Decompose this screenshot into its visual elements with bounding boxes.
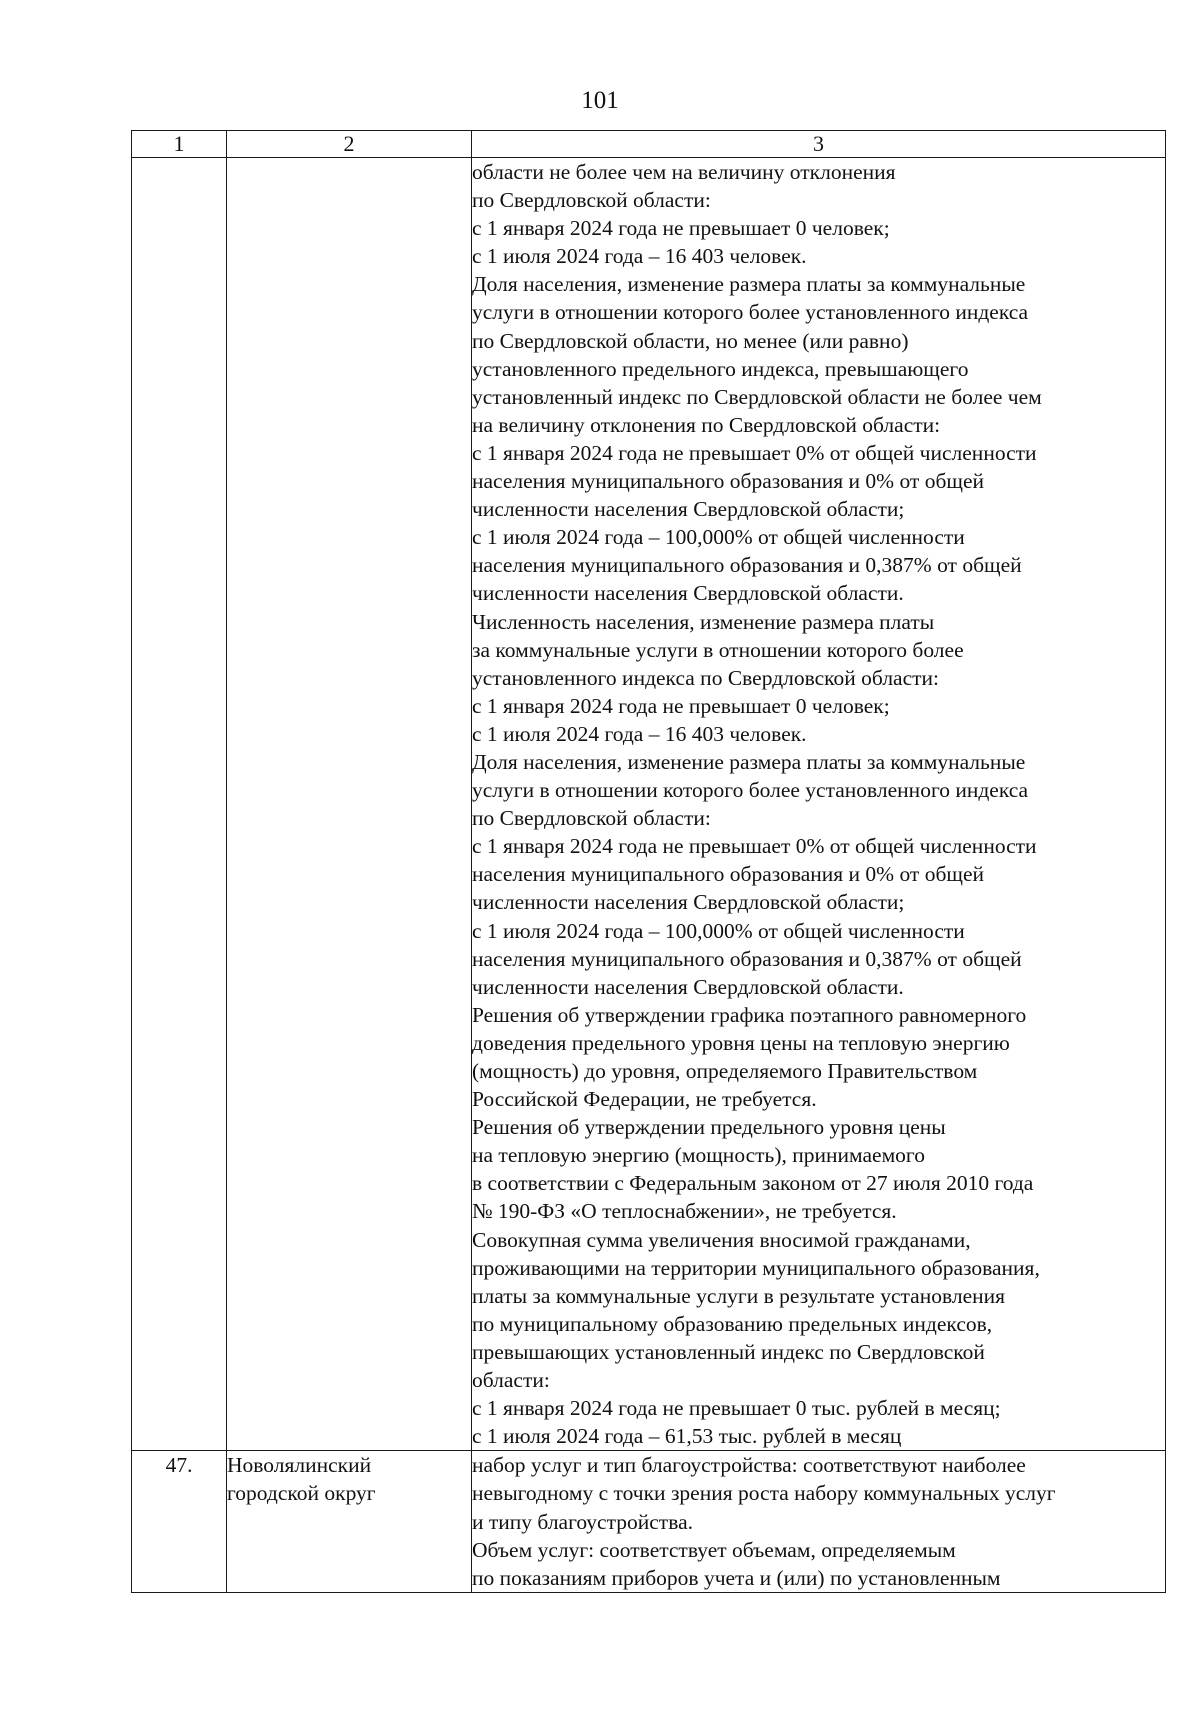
page-number: 101 — [581, 87, 619, 114]
municipality-name-line: Новолялинский — [227, 1453, 372, 1478]
text-line: в соответствии с Федеральным законом от 27 июля 2010 года — [472, 1171, 1034, 1196]
text-line: с 1 июля 2024 года – 16 403 человек. — [472, 244, 807, 269]
text-line: доведения предельного уровня цены на тепловую энергию — [472, 1030, 1010, 1055]
text-line: с 1 января 2024 года не превышает 0 человек; — [472, 216, 890, 241]
text-line: численности населения Свердловской области; — [472, 497, 905, 522]
text-line: (мощность) до уровня, определяемого Правительством — [472, 1059, 978, 1083]
text-line: установленного предельного индекса, превышающего — [472, 356, 969, 381]
text-line: Численность населения, изменение размера платы — [472, 609, 935, 634]
text-line: Решения об утверждении графика поэтапного равномерного — [472, 1002, 1027, 1027]
municipality-name — [227, 158, 472, 1451]
text-line: платы за коммунальные услуги в результате установления — [472, 1283, 1006, 1308]
text-line: с 1 июля 2024 года – 16 403 человек. — [472, 721, 807, 746]
text-line: Российской Федерации, не требуется. — [472, 1087, 817, 1112]
text-line: с 1 июля 2024 года – 100,000% от общей численности — [472, 525, 965, 550]
row-number — [132, 158, 227, 1451]
text-line: проживающими на территории муниципального образования, — [472, 1255, 1040, 1280]
indicator-text — [472, 1451, 1166, 1592]
text-line: по Свердловской области: — [472, 188, 711, 213]
text-line: Совокупная сумма увеличения вносимой гражданами, — [472, 1227, 971, 1252]
text-line: по Свердловской области: — [472, 806, 711, 831]
text-line: по муниципальному образованию предельных индексов, — [472, 1311, 993, 1336]
text-line: с 1 июля 2024 года – 61,53 тыс. рублей в месяц — [472, 1424, 902, 1449]
text-line: численности населения Свердловской области. — [472, 974, 904, 999]
text-line: установленный индекс по Свердловской области не более чем — [472, 384, 1042, 409]
text-line: за коммунальные услуги в отношении которого более — [472, 637, 964, 662]
text-line: области: — [472, 1368, 550, 1393]
text-line: по Свердловской области, но менее (или равно) — [472, 328, 909, 353]
text-line: набор услуг и тип благоустройства: соответствуют наиболее — [472, 1453, 1026, 1478]
document-table — [131, 130, 1166, 1593]
municipality-name-line: городской округ — [227, 1481, 376, 1506]
indicator-text — [472, 158, 1166, 1451]
text-line: услуги в отношении которого более установленного индекса — [472, 300, 1029, 325]
text-line: населения муниципального образования и 0% от общей — [472, 862, 984, 887]
text-line: с 1 января 2024 года не превышает 0 тыс. рублей в месяц; — [472, 1396, 1001, 1421]
text-line: с 1 января 2024 года не превышает 0 человек; — [472, 693, 890, 718]
text-line: Доля населения, изменение размера платы за коммунальные — [472, 272, 1026, 297]
text-line: населения муниципального образования и 0% от общей — [472, 469, 984, 494]
text-line: с 1 января 2024 года не превышает 0% от общей численности — [472, 440, 1037, 465]
text-line: и типу благоустройства. — [472, 1509, 693, 1534]
row-number: 47. — [132, 1451, 227, 1592]
municipality-name — [227, 1451, 472, 1592]
text-line: населения муниципального образования и 0,387% от общей — [472, 553, 1022, 578]
text-line: с 1 июля 2024 года – 100,000% от общей численности — [472, 918, 965, 943]
text-line: по показаниям приборов учета и (или) по установленным — [472, 1565, 1001, 1590]
text-line: невыгодному с точки зрения роста набору коммунальных услуг — [472, 1481, 1056, 1506]
text-line: численности населения Свердловской области. — [472, 581, 904, 606]
column-header-2: 2 — [227, 131, 472, 158]
text-line: установленного индекса по Свердловской области: — [472, 665, 940, 690]
table-header-row — [132, 131, 1166, 158]
text-line: Объем услуг: соответствует объемам, определяемым — [472, 1537, 956, 1562]
text-line: населения муниципального образования и 0,387% от общей — [472, 946, 1022, 971]
text-line: на величину отклонения по Свердловской области: — [472, 412, 941, 437]
text-line: № 190-ФЗ «О теплоснабжении», не требуется. — [472, 1199, 897, 1224]
text-line: услуги в отношении которого более установленного индекса — [472, 778, 1029, 803]
text-line: численности населения Свердловской области; — [472, 890, 905, 915]
text-line: с 1 января 2024 года не превышает 0% от общей численности — [472, 834, 1037, 859]
table-row — [132, 158, 1166, 1451]
text-line: Решения об утверждении предельного уровня цены — [472, 1115, 946, 1140]
table-row — [132, 1451, 1166, 1592]
text-line: превышающих установленный индекс по Свердловской — [472, 1339, 985, 1364]
text-line: области не более чем на величину отклонения — [472, 160, 896, 184]
column-header-1: 1 — [132, 131, 227, 158]
text-line: Доля населения, изменение размера платы за коммунальные — [472, 749, 1026, 774]
text-line: на тепловую энергию (мощность), принимаемого — [472, 1143, 925, 1168]
column-header-3: 3 — [472, 131, 1166, 158]
